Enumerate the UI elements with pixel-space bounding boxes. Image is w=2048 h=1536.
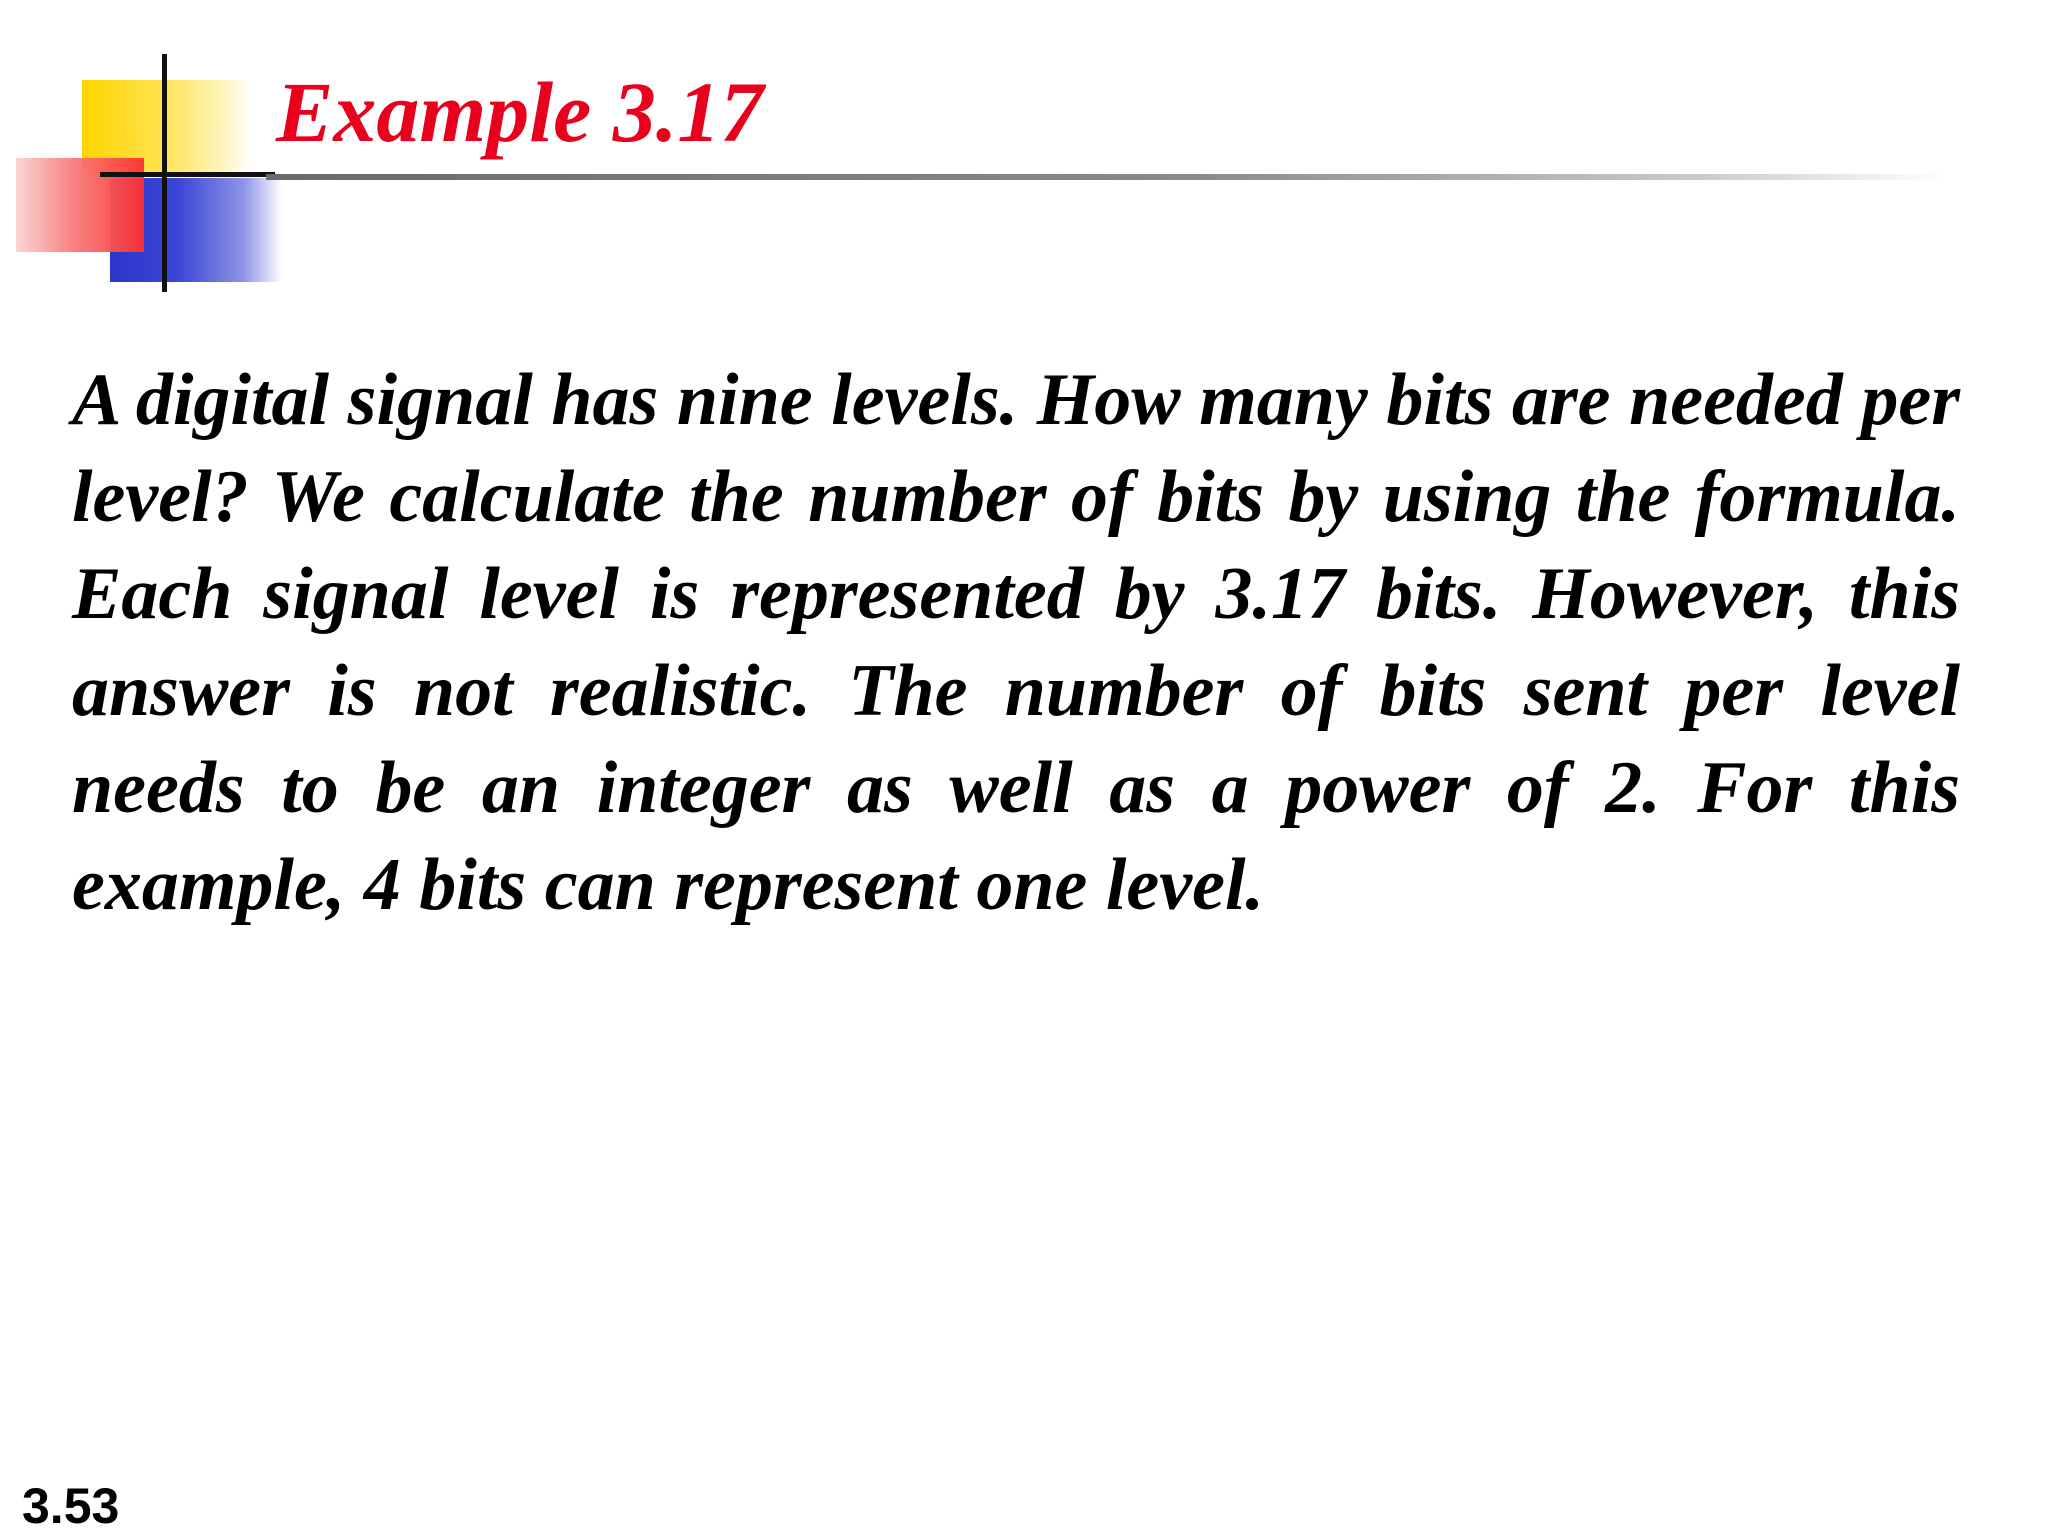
slide-number: 3.53	[22, 1478, 120, 1534]
slide-body-text: A digital signal has nine levels. How many bits are needed per level? We calculate the number of bits by using the formula. Each signal level is represented by 3.17 bits. However, this answer is not realistic. The number of bits sent per level needs to be an integer as well as a power of 2. For this example, 4 bits can represent one level.	[72, 359, 1960, 926]
slide-logo-decoration	[0, 0, 300, 300]
logo-horizontal-line	[100, 172, 275, 177]
title-underline-rule	[266, 174, 1946, 180]
slide-title: Example 3.17	[276, 64, 764, 160]
